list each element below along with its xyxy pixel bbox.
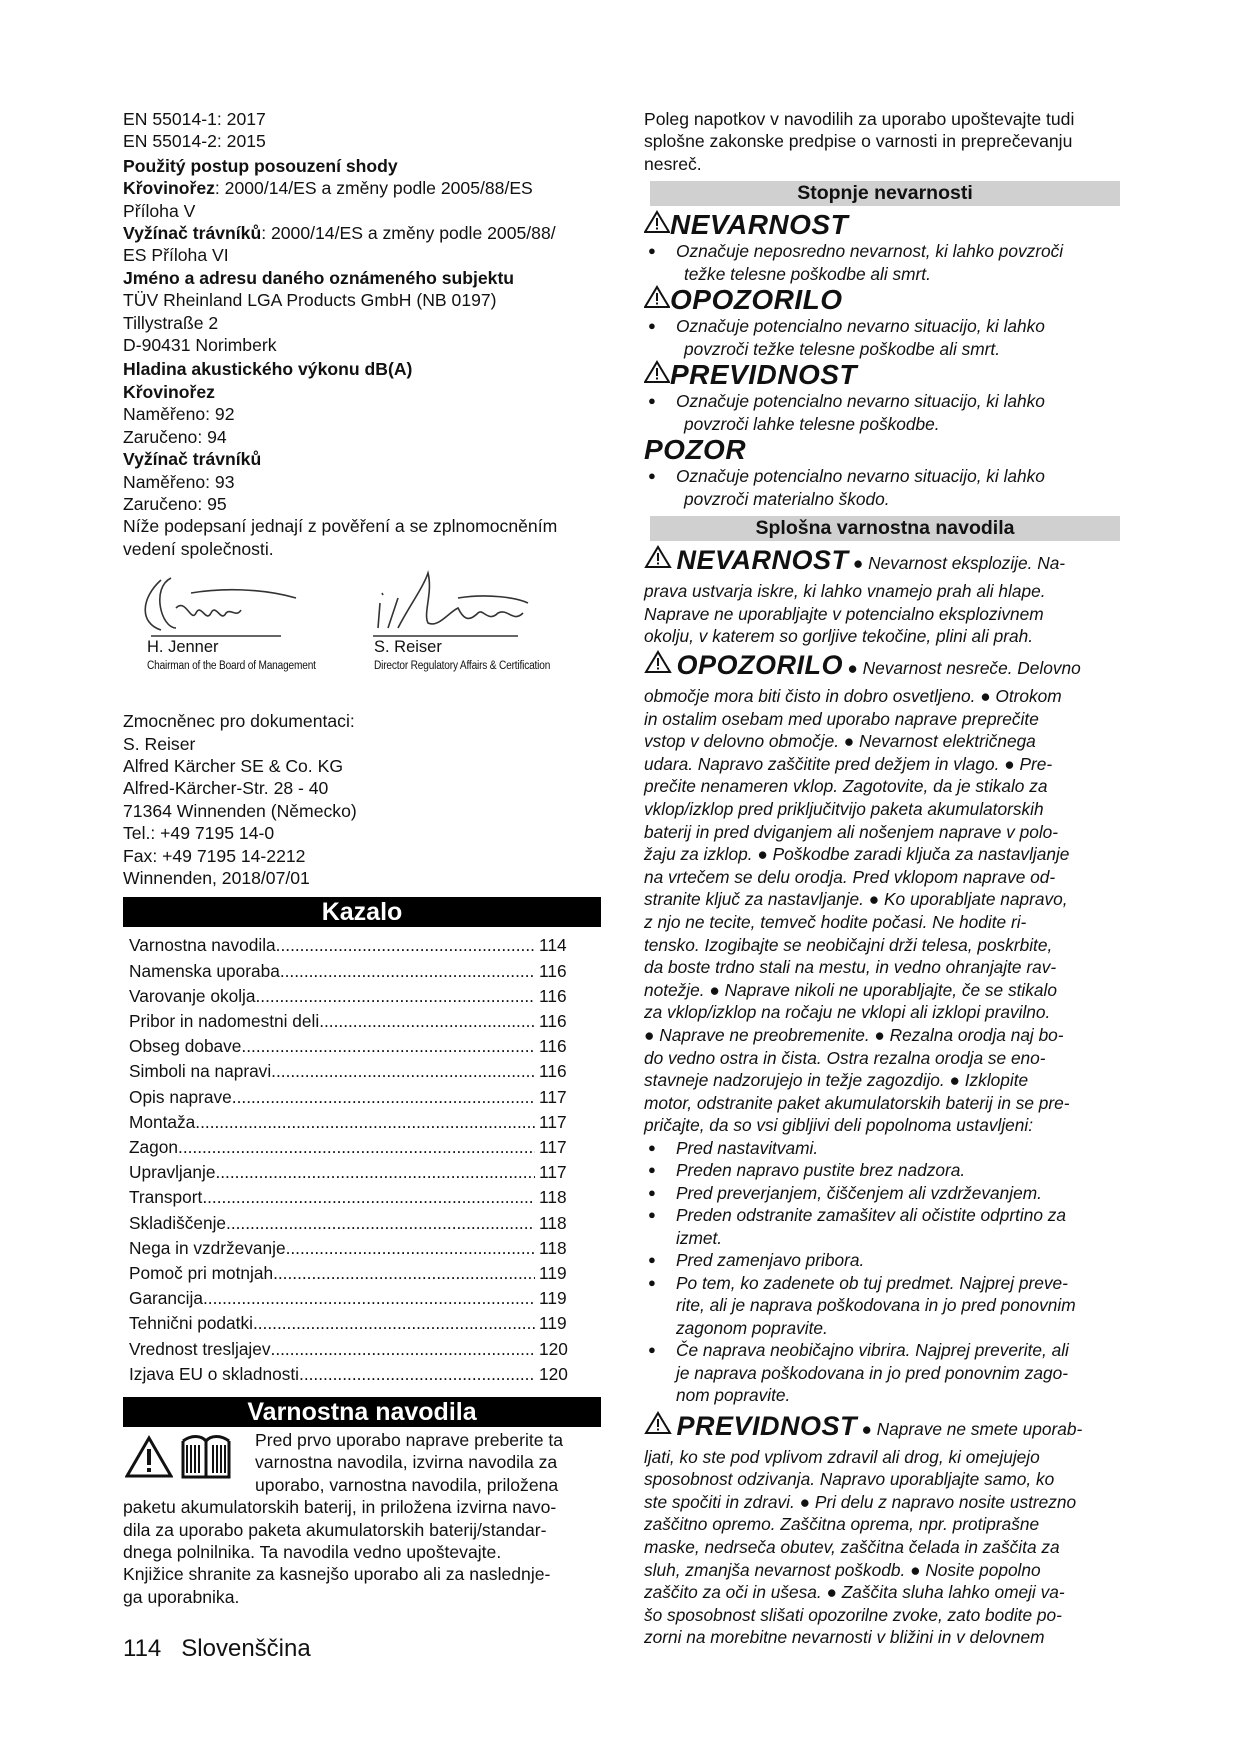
caution-heading: PREVIDNOST — [676, 1410, 857, 1441]
signer-2-name: S. Reiser — [374, 638, 442, 657]
toc-label: Simboli na napravi — [129, 1061, 272, 1082]
bullet-item: izmet. — [676, 1227, 723, 1248]
danger-level-title — [644, 435, 1122, 465]
toc-row — [123, 1085, 601, 1110]
danger-first-line: ● Nevarnost eksplozije. Na- — [852, 553, 1066, 574]
warning-line: motor, odstranite paket akumulatorskih baterij in se pre- — [644, 1092, 1070, 1113]
toc-leader — [253, 1311, 535, 1336]
warning-line: žaju za izklop. ● Poškodbe zaradi ključa za nastavljanje — [644, 844, 1070, 865]
safety-intro-line: varnostna navodila, izvirna navodila za — [255, 1452, 558, 1473]
toc-label: Obseg dobave — [129, 1036, 242, 1057]
toc-leader — [271, 1337, 535, 1362]
bullet-item: ● Preden odstranite zamašitev ali očistite odprtino za — [644, 1204, 1122, 1226]
toc-row — [123, 1311, 601, 1336]
toc-label: Pomoč pri motnjah — [129, 1263, 274, 1284]
danger-levels — [644, 210, 1122, 510]
signature-reiser — [368, 568, 548, 648]
toc-leader — [271, 1059, 535, 1084]
toc-row — [123, 1185, 601, 1210]
toc-page-number: 116 — [539, 985, 567, 1006]
warning-line: za vklop/izklop na ročaju ne vklopi ali izklopi pravilno. — [644, 1002, 1051, 1023]
warning-triangle-icon — [644, 209, 670, 240]
toc-label: Nega in vzdrževanje — [129, 1237, 286, 1258]
danger-level-label: POZOR — [644, 434, 747, 466]
noise-subheading: Křovinořez — [123, 381, 215, 402]
toc-page-number: 119 — [539, 1288, 567, 1309]
danger-level-label: OPOZORILO — [670, 284, 843, 316]
toc-label: Skladiščenje — [129, 1212, 227, 1233]
toc-page-number: 116 — [539, 1010, 567, 1031]
warning-line: stranite ključ za nastavljanje. ● Ko uporabljate napravo, — [644, 889, 1068, 910]
danger-line: prava ustvarja iskre, ki lahko vnamejo prah ali hlape. — [644, 581, 1046, 602]
safety-intro-line: Pred prvo uporabo naprave preberite ta — [255, 1430, 564, 1451]
warning-line: na vrtečem se delu orodja. Pred vklopom naprave od- — [644, 866, 1056, 887]
doc-line: Tel.: +49 7195 14-0 — [123, 823, 275, 844]
safety-intro — [123, 1429, 601, 1608]
toc-page-number: 116 — [539, 1036, 567, 1057]
toc-label: Izjava EU o skladnosti — [129, 1363, 300, 1384]
noise-heading: Hladina akustického výkonu dB(A) — [123, 359, 413, 380]
toc-leader — [203, 1286, 535, 1311]
warning-line: vklop/izklop pred priključitvijo paketa akumulatorskih — [644, 798, 1044, 819]
toc-row — [123, 1110, 601, 1135]
danger-level-text: ● Označuje potencialno nevarno situacijo, ki lahko — [644, 315, 1122, 337]
toc-row — [123, 1337, 601, 1362]
safety-intro-line: dnega polnilnika. Ta navodila vedno upoštevajte. — [123, 1542, 502, 1563]
manual-book-icon — [179, 1433, 233, 1486]
signer-1-title: Chairman of the Board of Management — [147, 660, 316, 673]
toc-row — [123, 1236, 601, 1261]
left-column — [123, 108, 601, 1608]
danger-level-title — [644, 360, 1122, 390]
toc-leader — [215, 1160, 535, 1185]
footer-language: Slovenščina — [181, 1635, 311, 1662]
noise-value: Zaručeno: 95 — [123, 493, 227, 514]
page-footer — [123, 1635, 311, 1663]
doc-line: 71364 Winnenden (Německo) — [123, 800, 357, 821]
toc-leader — [319, 1009, 535, 1034]
toc-page-number: 117 — [539, 1162, 567, 1183]
warning-line: stavneje nadzorujejo in težje zagozdijo. ● Izklopite — [644, 1070, 1029, 1091]
bullet-item: zagonom popravite. — [676, 1317, 828, 1338]
conformity-line: Vyžínač trávníků: 2000/14/ES a změny podle 2005/88/ — [123, 223, 556, 244]
toc-row — [123, 1034, 601, 1059]
doc-line: Winnenden, 2018/07/01 — [123, 867, 310, 888]
documentation-contact — [123, 710, 601, 889]
toc-label: Montaža — [129, 1111, 196, 1132]
toc-page-number: 117 — [539, 1086, 567, 1107]
toc-page-number: 118 — [539, 1212, 567, 1233]
danger-line: Naprave ne uporabljajte v potencialno eksplozivnem — [644, 603, 1044, 624]
safety-intro-line: paketu akumulatorskih baterij, in priložena izvirna navo- — [123, 1497, 557, 1518]
toc-leader — [276, 933, 535, 958]
danger-levels-heading: Stopnje nevarnosti — [650, 181, 1120, 206]
doc-line: S. Reiser — [123, 733, 196, 754]
signing-text: vedení společnosti. — [123, 538, 274, 559]
caution-line: sluh, zmanjša nevarnost poškodb. ● Nosite popolno — [644, 1559, 1041, 1580]
toc-row — [123, 1009, 601, 1034]
bullet-item: je naprava poškodovana in jo pred ponovnim zago- — [676, 1362, 1068, 1383]
warning-paragraph — [644, 650, 1122, 1137]
warning-line: vstop v delovno območje. ● Nevarnost električnega — [644, 731, 1036, 752]
toc-page-number: 120 — [539, 1338, 568, 1359]
notified-body-heading: Jméno a adresu daného oznámeného subjektu — [123, 267, 515, 288]
bullet-item: ● Če naprava neobičajno vibrira. Najprej preverite, ali — [644, 1339, 1122, 1361]
danger-line: okolju, v katerem so gorljive tekočine, plini ali prah. — [644, 626, 1034, 647]
toc-row — [123, 1135, 601, 1160]
warning-line: pričajte, da so vsi gibljivi deli popolnoma ustavljeni: — [644, 1115, 1034, 1136]
toc-title: Kazalo — [123, 897, 601, 927]
danger-level-text: ● Označuje potencialno nevarno situacijo, ki lahko — [644, 465, 1122, 487]
toc-row — [123, 984, 601, 1009]
bullet-list — [644, 1137, 1122, 1407]
warning-line: udara. Napravo zaščitite pred dežjem in vlago. ● Pre- — [644, 753, 1053, 774]
toc-row — [123, 1211, 601, 1236]
safety-intro-line: Knjižice shranite za kasnejšo uporabo ali za naslednje- — [123, 1564, 551, 1585]
danger-heading: NEVARNOST — [676, 545, 849, 576]
danger-level-label: PREVIDNOST — [670, 359, 858, 391]
intro-line: nesreč. — [644, 153, 702, 174]
warning-first-line: ● Nevarnost nesreče. Delovno — [847, 658, 1081, 678]
danger-level-text: ● Označuje potencialno nevarno situacijo, ki lahko — [644, 390, 1122, 412]
toc-label: Upravljanje — [129, 1162, 216, 1183]
toc-leader — [299, 1362, 535, 1387]
warning-triangle-icon — [644, 545, 672, 569]
caution-line: ste spočiti in zdravi. ● Pri delu z napravo nosite ustrezno — [644, 1491, 1077, 1512]
danger-level-text: povzroči lahke telesne poškodbe. — [684, 413, 940, 434]
toc-leader — [286, 1236, 535, 1261]
doc-line: Alfred-Kärcher-Str. 28 - 40 — [123, 778, 329, 799]
caution-line: sposobnost odzivanja. Napravo uporabljajte samo, ko — [644, 1469, 1055, 1490]
toc-page-number: 114 — [539, 935, 567, 956]
doc-line: Fax: +49 7195 14-2212 — [123, 845, 306, 866]
signing-text: Níže podepsaní jednají z pověření a se zplnomocněním — [123, 516, 558, 537]
toc-row — [123, 1160, 601, 1185]
toc-row — [123, 933, 601, 958]
warning-triangle-icon — [644, 359, 670, 390]
danger-level-label: NEVARNOST — [670, 209, 849, 241]
toc-row — [123, 1362, 601, 1387]
danger-paragraph — [644, 545, 1122, 648]
toc-label: Varovanje okolja — [129, 985, 256, 1006]
warning-line: da boste trdno stali na mestu, in vedno ohranjajte rav- — [644, 957, 1057, 978]
notified-body-line: TÜV Rheinland LGA Products GmbH (NB 0197) — [123, 290, 497, 311]
safety-title: Varnostna navodila — [123, 1397, 601, 1427]
table-of-contents — [123, 933, 601, 1387]
notified-body-line: Tillystraße 2 — [123, 312, 219, 333]
toc-leader — [226, 1211, 535, 1236]
norm-line: EN 55014-2: 2015 — [123, 131, 266, 152]
toc-page-number: 118 — [539, 1237, 567, 1258]
danger-level-text: težke telesne poškodbe ali smrt. — [684, 263, 931, 284]
danger-level-title — [644, 210, 1122, 240]
warning-line: do vedno ostra in čista. Ostra rezalna orodja se eno- — [644, 1047, 1046, 1068]
caution-line: ljati, ko ste pod vplivom zdravil ali drog, ki omejujejo — [644, 1446, 1040, 1467]
conformity-line: ES Příloha VI — [123, 245, 229, 266]
conformity-heading: Použitý postup posouzení shody — [123, 155, 398, 176]
toc-label: Vrednost tresljajev — [129, 1338, 271, 1359]
general-safety-heading: Splošna varnostna navodila — [650, 516, 1120, 541]
toc-label: Garancija — [129, 1288, 203, 1309]
toc-page-number: 119 — [539, 1313, 567, 1334]
caution-line: zorni na morebitne nevarnosti v bližini in v delovnem — [644, 1627, 1045, 1648]
right-column — [644, 108, 1122, 1649]
conformity-line: Křovinořez: 2000/14/ES a změny podle 2005/88/ES — [123, 178, 533, 199]
warning-triangle-icon — [125, 1435, 173, 1484]
safety-intro-line: ga uporabnika. — [123, 1586, 240, 1607]
warning-heading: OPOZORILO — [676, 650, 843, 680]
danger-level-text: ● Označuje neposredno nevarnost, ki lahko povzroči — [644, 240, 1122, 262]
bullet-item: nom popravite. — [676, 1385, 791, 1406]
warning-triangle-icon — [644, 650, 672, 674]
warning-line: območje mora biti čisto in dobro osvetljeno. ● Otrokom — [644, 686, 1062, 706]
doc-line: Zmocněnec pro dokumentaci: — [123, 711, 355, 732]
warning-line: prečite nenameren vklop. Zagotovite, da je stikalo za — [644, 776, 1048, 797]
toc-leader — [195, 1110, 535, 1135]
toc-label: Transport — [129, 1187, 203, 1208]
bullet-item: ● Preden napravo pustite brez nadzora. — [644, 1159, 1122, 1181]
toc-row — [123, 959, 601, 984]
noise-value: Zaručeno: 94 — [123, 426, 227, 447]
signature-block — [123, 568, 601, 700]
toc-label: Namenska uporaba — [129, 960, 280, 981]
bullet-item: ● Po tem, ko zadenete ob tuj predmet. Najprej preve- — [644, 1272, 1122, 1294]
warning-line: notežje. ● Naprave nikoli ne uporabljajte, če se stikalo — [644, 979, 1057, 1000]
toc-label: Zagon — [129, 1137, 179, 1157]
toc-leader — [178, 1135, 535, 1160]
signer-1-name: H. Jenner — [147, 638, 219, 657]
warning-line: tensko. Izogibajte se neobičajni drži telesa, poskrbite, — [644, 934, 1053, 955]
caution-paragraph — [644, 1411, 1122, 1649]
noise-subheading: Vyžínač trávníků — [123, 449, 262, 470]
danger-level-text: povzroči materialno škodo. — [684, 488, 890, 509]
toc-page-number: 116 — [539, 960, 567, 981]
page-number: 114 — [123, 1635, 162, 1662]
intro-line: splošne zakonske predpise o varnosti in preprečevanju — [644, 131, 1073, 152]
danger-level-text: povzroči težke telesne poškodbe ali smrt. — [684, 338, 1001, 359]
toc-row — [123, 1059, 601, 1084]
bullet-item: rite, ali je naprava poškodovana in jo pred ponovnim — [676, 1294, 1076, 1315]
conformity-line: Příloha V — [123, 200, 196, 221]
bullet-item: ● Pred zamenjavo pribora. — [644, 1249, 1122, 1271]
caution-line: zaščito za oči in ušesa. ● Zaščita sluha lahko omeji va- — [644, 1582, 1065, 1603]
noise-value: Naměřeno: 92 — [123, 404, 235, 425]
toc-label: Tehnični podatki — [129, 1313, 253, 1334]
bullet-item: ● Pred nastavitvami. — [644, 1137, 1122, 1159]
notified-body-line: D-90431 Norimberk — [123, 335, 277, 356]
toc-row — [123, 1286, 601, 1311]
toc-label: Varnostna navodila — [129, 935, 276, 956]
toc-label: Pribor in nadomestni deli — [129, 1010, 320, 1031]
caution-line: maske, nedrseča obutev, zaščitna čelada in zaščita za — [644, 1537, 1060, 1558]
warning-line: baterij in pred dviganjem ali nošenjem naprave v polo- — [644, 821, 1059, 842]
warning-line: in ostalim osebam med uporabo naprave preprečite — [644, 708, 1039, 729]
toc-page-number: 117 — [539, 1137, 567, 1157]
toc-label: Opis naprave — [129, 1086, 232, 1107]
toc-leader — [232, 1085, 535, 1110]
toc-row — [123, 1261, 601, 1286]
noise-value: Naměřeno: 93 — [123, 471, 235, 492]
warning-line: ● Naprave ne preobremenite. ● Rezalna orodja naj bo- — [644, 1024, 1064, 1045]
toc-page-number: 118 — [539, 1187, 567, 1208]
safety-intro-line: dila za uporabo paketa akumulatorskih baterij/standar- — [123, 1519, 547, 1540]
caution-line: šo sposobnost slišati opozorilne zvoke, zato bodite po- — [644, 1604, 1062, 1625]
doc-line: Alfred Kärcher SE & Co. KG — [123, 755, 344, 776]
danger-level-title — [644, 285, 1122, 315]
toc-leader — [256, 984, 536, 1009]
caution-first-line: ● Naprave ne smete uporab- — [861, 1418, 1083, 1439]
signature-jenner — [131, 568, 311, 648]
toc-leader — [273, 1261, 535, 1286]
safety-intro-line: uporabo, varnostna navodila, priložena — [255, 1474, 559, 1495]
intro-line: Poleg napotkov v navodilih za uporabo upoštevajte tudi — [644, 109, 1075, 129]
warning-triangle-icon — [644, 284, 670, 315]
toc-leader — [202, 1185, 535, 1210]
warning-triangle-icon — [644, 1411, 672, 1435]
warning-line: z njo ne tecite, temveč hodite počasi. Ne hodite ri- — [644, 911, 1027, 932]
toc-leader — [280, 959, 535, 984]
toc-page-number: 120 — [539, 1363, 568, 1384]
caution-line: zaščitno opremo. Zaščitna oprema, npr. protiprašne — [644, 1514, 1040, 1535]
norm-line: EN 55014-1: 2017 — [123, 109, 266, 129]
bullet-item: ● Pred preverjanjem, čiščenjem ali vzdrževanjem. — [644, 1182, 1122, 1204]
toc-page-number: 116 — [539, 1061, 567, 1082]
toc-page-number: 119 — [539, 1263, 567, 1284]
toc-leader — [241, 1034, 535, 1059]
signer-2-title: Director Regulatory Affairs & Certification — [374, 660, 551, 673]
toc-page-number: 117 — [539, 1111, 567, 1132]
